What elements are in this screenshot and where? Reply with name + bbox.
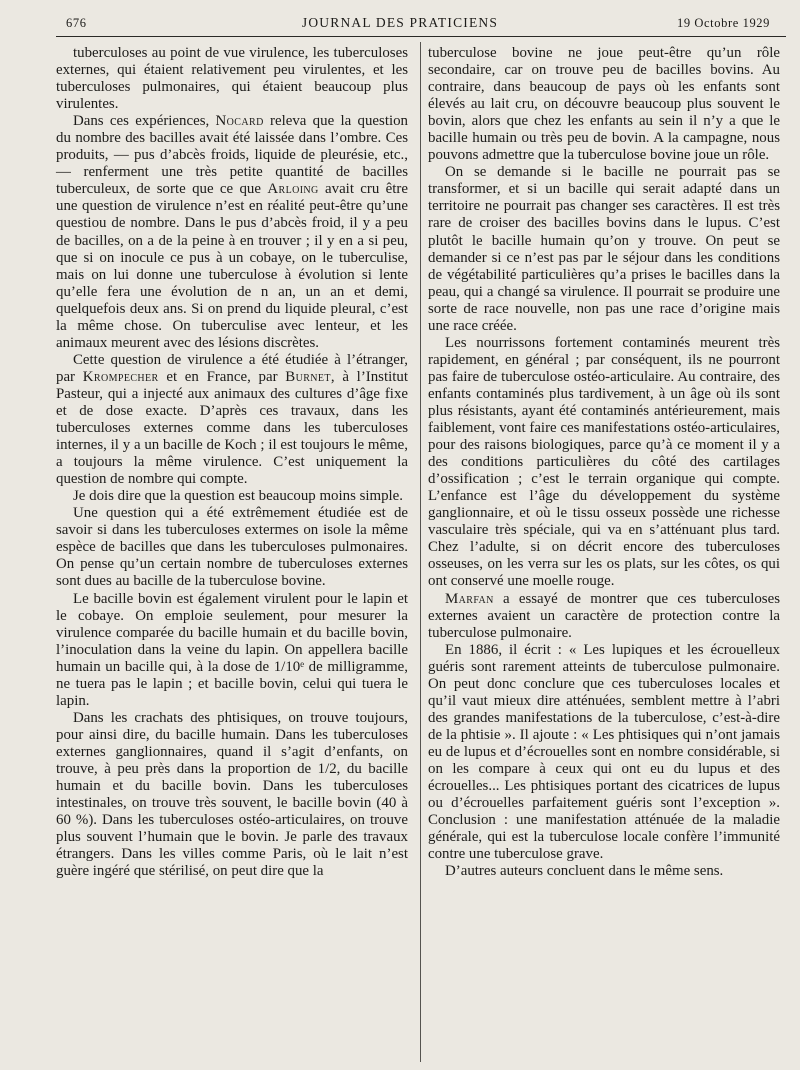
paragraph — [56, 488, 408, 505]
paragraph — [428, 591, 780, 642]
author-name: Nocard — [215, 113, 264, 130]
author-name: Arloing — [267, 181, 319, 198]
author-name: Burnet — [285, 368, 331, 385]
paragraph — [56, 710, 408, 880]
paragraph — [428, 45, 780, 164]
text-run: Dans les crachats des phtisiques, on trouve toujours, pour ainsi dire, du bacille humain. Dans les tuberculoses externes ganglionnaires, quand il s’agit d’enfants, on trouve, à peu près dans la proportion de 1/2, du bacille humain et du bacille bovin. Dans les tuberculoses intestinales, on trouve très souvent, le bacille bovin (40 à 60 %). Dans les tuberculoses ostéo-articulaires, on trouve plus souvent l’humain que le bovin. Je parle des travaux étrangers. Dans les villes comme Paris, où le lait n’est guère ingéré que stérilisé, on peut dire que la — [56, 709, 408, 880]
paragraph — [428, 863, 780, 880]
text-run: avait cru être une question de virulence n’est en réalité peut-être qu’une questiou de nombre. Dans le pus d’abcès froid, il y a peu de bacilles, on a de la peine à en trouver ; il y en a si peu, que si on inocule ce pus à un cobaye, on le tuberculise, mais on lui donne une tuberculose à évolution si lente qu’elle fera une évolution de n an, un an et demi, quelquefois deux ans. Si on prend du liquide pleural, c’est la même chose. On tuberculise avec lenteur, et les animaux meurent avec des lésions discrètes. — [56, 181, 408, 351]
paragraph — [56, 505, 408, 590]
page-number: 676 — [66, 16, 87, 30]
header-rule — [56, 36, 786, 37]
text-run: , à l’Institut Pasteur, qui a injecté aux animaux des cultures d’âge fixe et de dose exacte. D’après ces travaux, dans les tuberculoses externes comme dans les tuberculoses internes, il y a un bacille de Koch ; il est toujours le même, a toujours la même virulence. C’est uniquement la question de nombre qui compte. — [56, 368, 408, 488]
text-run: Le bacille bovin est également virulent pour le lapin et le cobaye. On emploie seulement, pour mesurer la virulence comparée du bacille humain et du bacille bovin, l’inoculation dans la veine du lapin. On appellera bacille humain un bacille qui, à la dose de 1/10ᵉ de milligramme, ne tuera pas le lapin ; et bacille bovin, celui qui tuera le lapin. — [56, 590, 408, 709]
paragraph — [428, 164, 780, 334]
paragraph — [428, 642, 780, 864]
author-name: Marfan — [445, 590, 494, 607]
paragraph — [56, 113, 408, 352]
text-run: Cette question de virulence a été étudiée à l’étranger, par — [56, 351, 408, 385]
text-run: Une question qui a été extrêmement étudiée est de savoir si dans les tuberculoses extermes on isole la même espèce de bacilles que dans les tuberculoses pulmonaires. On pense qu’un certain nombre de tuberculoses externes sont dues au bacille de la tuberculose bovine. — [56, 505, 408, 590]
text-run: tuberculoses au point de vue virulence, les tuberculoses externes, qui étaient relativement peu virulentes, et les tuberculoses pulmonaires, qui étaient beaucoup plus virulentes. — [56, 45, 408, 113]
text-run: En 1886, il écrit : « Les lupiques et les écrouelleux guéris sont rarement atteints de tuberculose pulmonaire. On peut donc conclure que ces tuberculoses locales et qu’il vaut mieux dire atténuées, semblent mettre à l’abri des grandes manifestations de la tuberculose, c’est-à-dire de la phtisie ». Il ajoute : « Les phtisiques qui n’ont jamais eu de lupus et d’écrouelles sont en nombre considérable, si on les compare à ceux qui ont eu du lupus et des écrouelles... Les phtisiques portant des cicatrices de lupus ou d’écrouelles parfaitement guéris sont l’exception ». Conclusion : une manifestation atténuée de la maladie générale, qui est la tuberculose locale confère l’immunité contre une tuberculose grave. — [428, 641, 780, 863]
text-run: tuberculose bovine ne joue peut-être qu’un rôle secondaire, car on trouve peu de bacilles bovins. Au contraire, dans beaucoup de pays où les enfants sont élevés au lait cru, on découvre beaucoup plus souvent le bovin, alors que chez les enfants au sein il n’y a que le bacille humain ou très peu de bovin. A la campagne, nous pouvons admettre que la tuberculose bovine joue un rôle. — [428, 45, 780, 164]
author-name: Krompecher — [82, 368, 159, 385]
text-run: On se demande si le bacille ne pourrait pas se transformer, et si un bacille qui serait adapté dans un territoire ne pourrait pas changer ses caractères. Il est très rare de croiser des bacilles bovins dans le lupus. C’est plutôt le bacille humain qu’on y trouve. On peut se demander si ce n’est pas par le séjour dans les conditions de végétabilité particulières qu’a prises le bacilles dans la peau, qui a changé sa virulence. Il pourrait se produire une sorte de race nouvelle, non pas une race d’origine mais une race créée. — [428, 164, 780, 334]
text-run: et en France, par — [158, 368, 286, 385]
text-run: D’autres auteurs concluent dans le même sens. — [445, 863, 724, 880]
left-column — [56, 45, 408, 880]
paragraph — [56, 591, 408, 710]
text-run: Je dois dire que la question est beaucoup moins simple. — [73, 488, 404, 505]
column-divider — [420, 42, 421, 1062]
text-run: Les nourrissons fortement contaminés meurent très rapidement, en général ; par conséquent, ils ne pourront pas faire de tuberculose ostéo-articulaire. Au contraire, des enfants contaminés plus tardivement, à un âge où ils sont plus résistants, ayant été contaminés antérieurement, mais faiblement, vont faire ces manifestations ostéo-articulaires, pour des raisons biologiques, parce qu’à ce moment il y a des conditions particulières du côté des cartilages d’ossification ; c’est le terrain organique qui compte. L’enfance est l’âge du développement du système ganglionnaire, et où le tissu osseux possède une richesse vasculaire très spéciale, qui va en s’atténuant plus tard. Chez l’adulte, si on décrit encore des tuberculoses osseuses, on les verra sur les os plats, sur les côtes, os qui ont conservé une moelle rouge. — [428, 334, 780, 590]
paragraph — [428, 335, 780, 591]
journal-title: JOURNAL DES PRATICIENS — [301, 15, 499, 30]
paragraph — [56, 45, 408, 113]
paragraph — [56, 352, 408, 488]
text-run: a essayé de montrer que ces tuberculoses externes avaient un caractère de protection contre la tuberculose pulmonaire. — [428, 590, 780, 641]
text-run: Dans ces expériences, — [73, 113, 216, 130]
text-run: releva que la question du nombre des bacilles avait été laissée dans l’ombre. Ces produits, — pus d’abcès froids, liquide de pleurésie, etc., — renferment une très petite quantité de bacilles tuberculeux, de sorte que ce que — [56, 113, 408, 198]
page-header — [0, 0, 800, 36]
right-column — [428, 45, 780, 880]
issue-date: 19 Octobre 1929 — [676, 16, 770, 30]
